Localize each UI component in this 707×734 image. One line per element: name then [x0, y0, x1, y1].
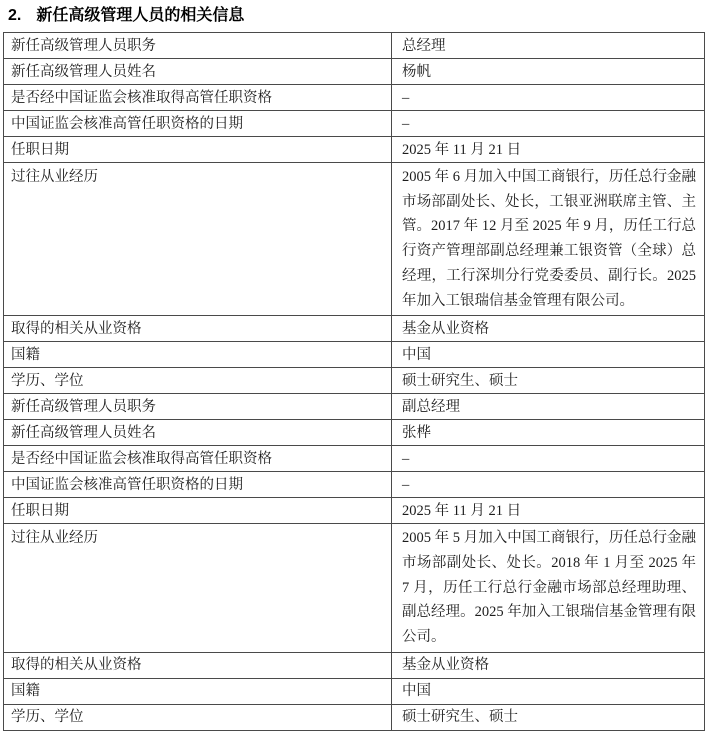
section-title-text: 新任高级管理人员的相关信息 [36, 7, 245, 24]
row-value: 基金从业资格 [392, 316, 705, 342]
table-row-career-history [4, 524, 705, 653]
table-row-career-history [4, 163, 705, 316]
row-value: 副总经理 [392, 394, 705, 420]
row-value: – [392, 472, 705, 498]
row-value: 中国 [392, 678, 705, 704]
row-label: 过往从业经历 [4, 163, 392, 316]
section-number: 2. [8, 7, 22, 24]
table-row [4, 137, 705, 163]
row-label: 中国证监会核准高管任职资格的日期 [4, 472, 392, 498]
row-value: 2005 年 5 月加入中国工商银行，历任总行金融市场部副处长、处长。2018 年 1 月至 2025 年 7 月，历任工行总行金融市场部总经理助理、副总经理。2025 年加入工银瑞信基金管理有限公司。 [392, 524, 705, 653]
row-label: 过往从业经历 [4, 524, 392, 653]
row-value: 2025 年 11 月 21 日 [392, 137, 705, 163]
row-value: – [392, 85, 705, 111]
section-title [0, 0, 707, 26]
table-row [4, 368, 705, 394]
row-value: 2025 年 11 月 21 日 [392, 498, 705, 524]
row-value: 杨帆 [392, 59, 705, 85]
row-label: 国籍 [4, 342, 392, 368]
row-value: – [392, 111, 705, 137]
row-label: 中国证监会核准高管任职资格的日期 [4, 111, 392, 137]
senior-management-info-table [3, 32, 705, 731]
table-row [4, 446, 705, 472]
row-label: 取得的相关从业资格 [4, 652, 392, 678]
table-row [4, 316, 705, 342]
table-row [4, 342, 705, 368]
table-row [4, 33, 705, 59]
table-row [4, 678, 705, 704]
row-label: 新任高级管理人员姓名 [4, 59, 392, 85]
row-value: 基金从业资格 [392, 652, 705, 678]
row-label: 新任高级管理人员姓名 [4, 420, 392, 446]
row-label: 取得的相关从业资格 [4, 316, 392, 342]
row-label: 新任高级管理人员职务 [4, 33, 392, 59]
row-value: 2005 年 6 月加入中国工商银行，历任总行金融市场部副处长、处长，工银亚洲联席主管、主管。2017 年 12 月至 2025 年 9 月，历任工行总行资产管理部副总经理兼工银资管（全球）总经理，工行深圳分行党委委员、副行长。2025 年加入工银瑞信基金管理有限公司。 [392, 163, 705, 316]
table-row [4, 85, 705, 111]
row-value: 硕士研究生、硕士 [392, 368, 705, 394]
table-row [4, 498, 705, 524]
table-row [4, 704, 705, 730]
table-row [4, 394, 705, 420]
row-label: 是否经中国证监会核准取得高管任职资格 [4, 85, 392, 111]
row-value: – [392, 446, 705, 472]
table-row [4, 652, 705, 678]
table-row [4, 420, 705, 446]
row-label: 是否经中国证监会核准取得高管任职资格 [4, 446, 392, 472]
row-label: 国籍 [4, 678, 392, 704]
table-row [4, 59, 705, 85]
row-value: 张桦 [392, 420, 705, 446]
row-label: 任职日期 [4, 498, 392, 524]
row-label: 新任高级管理人员职务 [4, 394, 392, 420]
row-value: 硕士研究生、硕士 [392, 704, 705, 730]
table-row [4, 472, 705, 498]
row-label: 学历、学位 [4, 704, 392, 730]
row-label: 任职日期 [4, 137, 392, 163]
table-row [4, 111, 705, 137]
row-label: 学历、学位 [4, 368, 392, 394]
row-value: 总经理 [392, 33, 705, 59]
row-value: 中国 [392, 342, 705, 368]
